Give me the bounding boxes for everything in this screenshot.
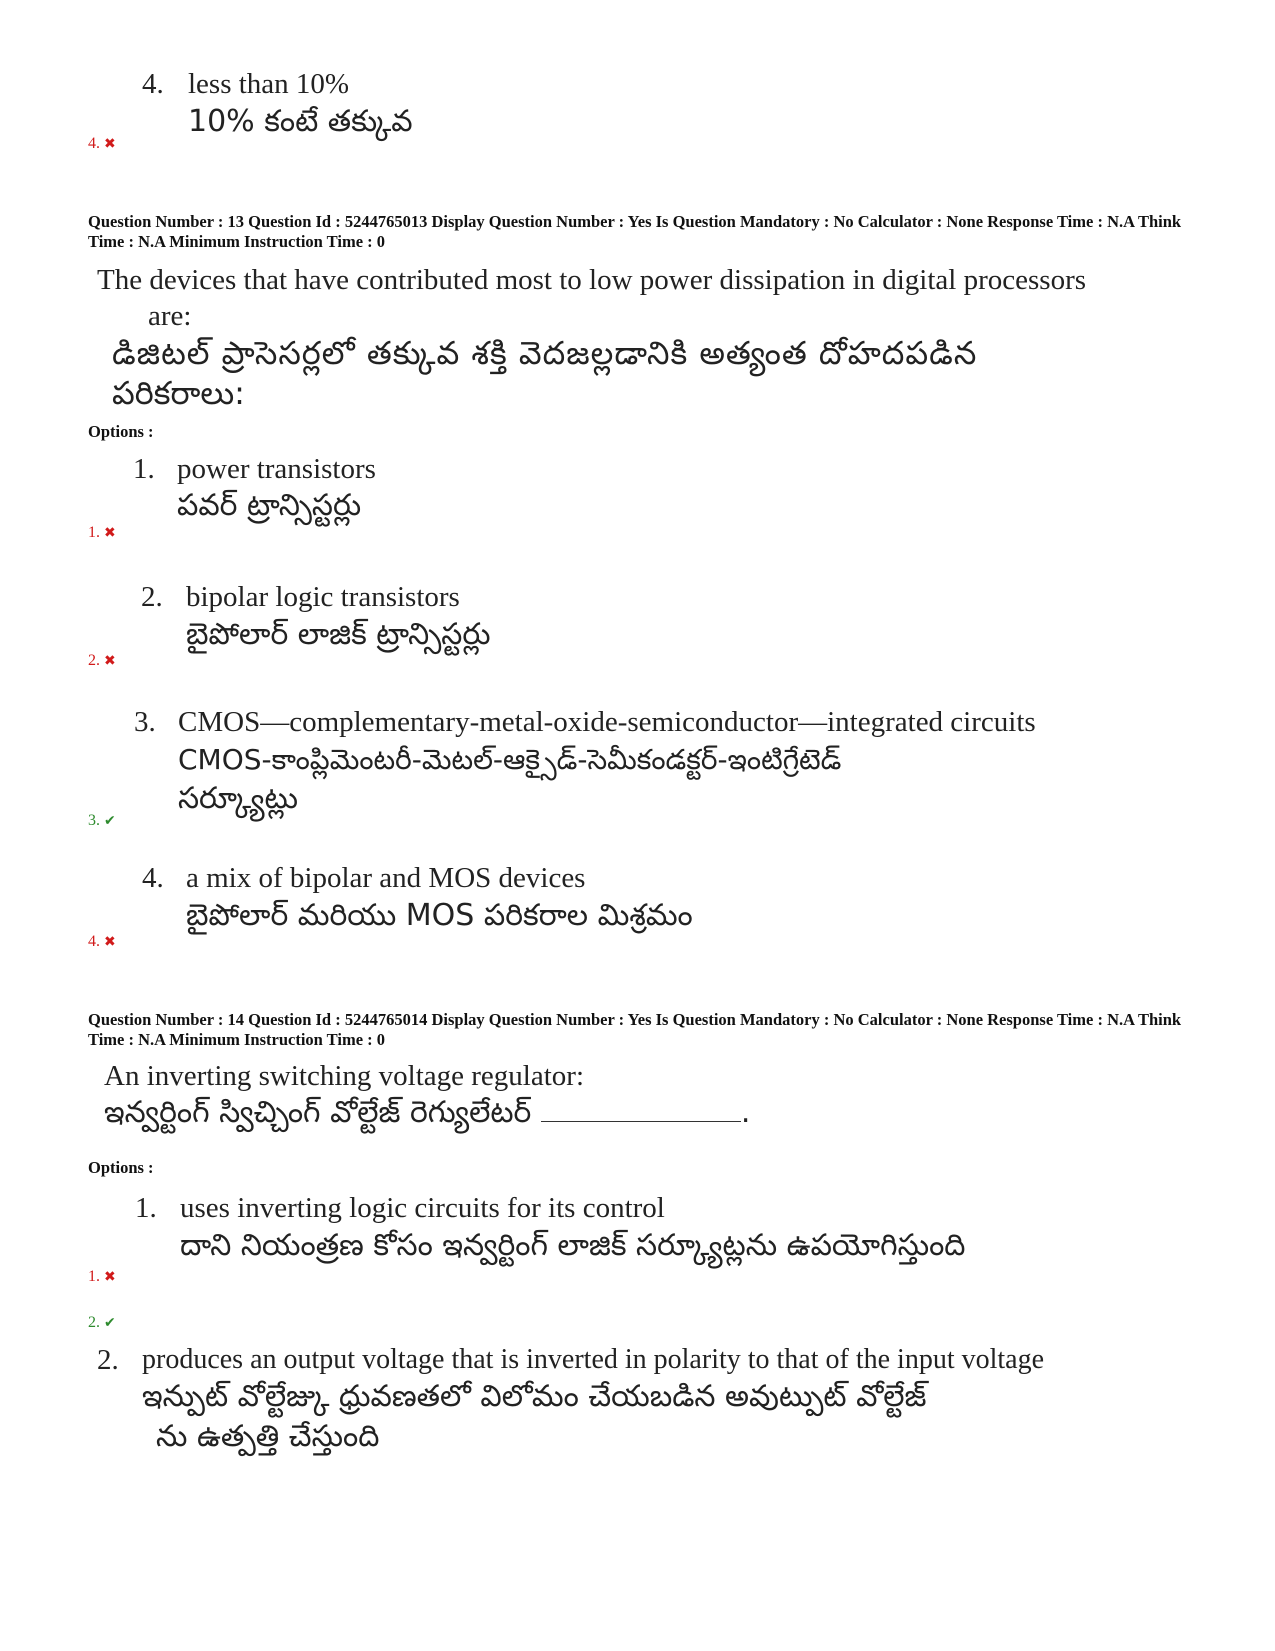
options-label: Options : xyxy=(88,422,154,441)
option-text-en: less than 10% xyxy=(188,68,350,100)
question-meta: Question Number : 13 Question Id : 5244765013 Display Question Number : Yes Is Question Mandatory : No Calculator : None Response Time : N.A Think Time : N.A Minimum Instruction Time : 0 xyxy=(88,212,1182,251)
option-text-en: bipolar logic transistors xyxy=(186,581,460,613)
question-text-te: డిజిటల్ ప్రాసెసర్లలో తక్కువ శక్తి వెదజల్లడానికి అత్యంత దోహదపడిన xyxy=(112,334,978,372)
option-text-en: produces an output voltage that is inverted in polarity to that of the input voltage xyxy=(142,1344,1045,1375)
option-text-te: 10% కంటే తక్కువ xyxy=(188,104,413,139)
option-number: 3. xyxy=(134,706,156,738)
option-text-en: CMOS—complementary-metal-oxide-semiconductor—integrated circuits xyxy=(178,706,1036,738)
option-number: 1. xyxy=(135,1192,157,1224)
option-mark-wrong: 2. ✖ xyxy=(88,652,116,669)
option-text-en: uses inverting logic circuits for its control xyxy=(180,1192,665,1224)
question-text-en: The devices that have contributed most to low power dissipation in digital processors xyxy=(97,264,1087,296)
option-mark-correct: 2. ✔ xyxy=(88,1314,116,1331)
question-text-te-cont: పరికరాలు: xyxy=(112,374,245,412)
option-text-en: power transistors xyxy=(177,453,376,485)
option-number: 4. xyxy=(142,68,164,100)
option-number: 2. xyxy=(141,581,163,613)
option-mark-wrong: 4. ✖ xyxy=(88,135,116,152)
cross-icon: ✖ xyxy=(104,136,116,152)
cross-icon: ✖ xyxy=(104,525,116,541)
answer-blank xyxy=(541,1097,741,1122)
option-text-te: బైపోలార్ మరియు MOS పరికరాల మిశ్రమం xyxy=(186,898,693,933)
option-mark-wrong: 1. ✖ xyxy=(88,524,116,541)
option-number: 4. xyxy=(142,862,164,894)
option-text-te: పవర్ ట్రాన్సిస్టర్లు xyxy=(177,488,362,523)
option-mark-correct: 3. ✔ xyxy=(88,812,116,829)
check-icon: ✔ xyxy=(104,1315,116,1331)
option-text-en: a mix of bipolar and MOS devices xyxy=(186,862,586,894)
option-text-te: ఇన్పుట్ వోల్టేజ్కు ధ్రువణతలో విలోమం చేయబడిన అవుట్పుట్ వోల్టేజ్ xyxy=(142,1379,927,1414)
option-text-te-cont: సర్క్యూట్లు xyxy=(178,781,299,816)
question-meta: Question Number : 14 Question Id : 5244765014 Display Question Number : Yes Is Question Mandatory : No Calculator : None Response Time : N.A Think Time : N.A Minimum Instruction Time : 0 xyxy=(88,1010,1182,1049)
cross-icon: ✖ xyxy=(104,653,116,669)
option-text-te: CMOS-కాంప్లిమెంటరీ-మెటల్-ఆక్సైడ్-సెమీకండక్టర్-ఇంటిగ్రేటెడ్ xyxy=(178,743,842,776)
option-mark-wrong: 4. ✖ xyxy=(88,933,116,950)
option-number: 2. xyxy=(97,1344,119,1376)
cross-icon: ✖ xyxy=(104,934,116,950)
cross-icon: ✖ xyxy=(104,1269,116,1285)
question-text-en: An inverting switching voltage regulator: xyxy=(104,1060,585,1092)
option-mark-wrong: 1. ✖ xyxy=(88,1268,116,1285)
option-text-te-cont: ను ఉత్పత్తి చేస్తుంది xyxy=(156,1419,380,1454)
options-label: Options : xyxy=(88,1158,154,1177)
question-text-en-cont: are: xyxy=(148,300,192,332)
question-text-te: ఇన్వర్టింగ్ స్విచ్చింగ్ వోల్టేజ్ రెగ్యులేటర్ . xyxy=(104,1095,751,1130)
option-text-te: బైపోలార్ లాజిక్ ట్రాన్సిస్టర్లు xyxy=(186,617,491,652)
option-text-te: దాని నియంత్రణ కోసం ఇన్వర్టింగ్ లాజిక్ సర్క్యూట్లను ఉపయోగిస్తుంది xyxy=(180,1228,966,1263)
check-icon: ✔ xyxy=(104,813,116,829)
option-number: 1. xyxy=(133,453,155,485)
